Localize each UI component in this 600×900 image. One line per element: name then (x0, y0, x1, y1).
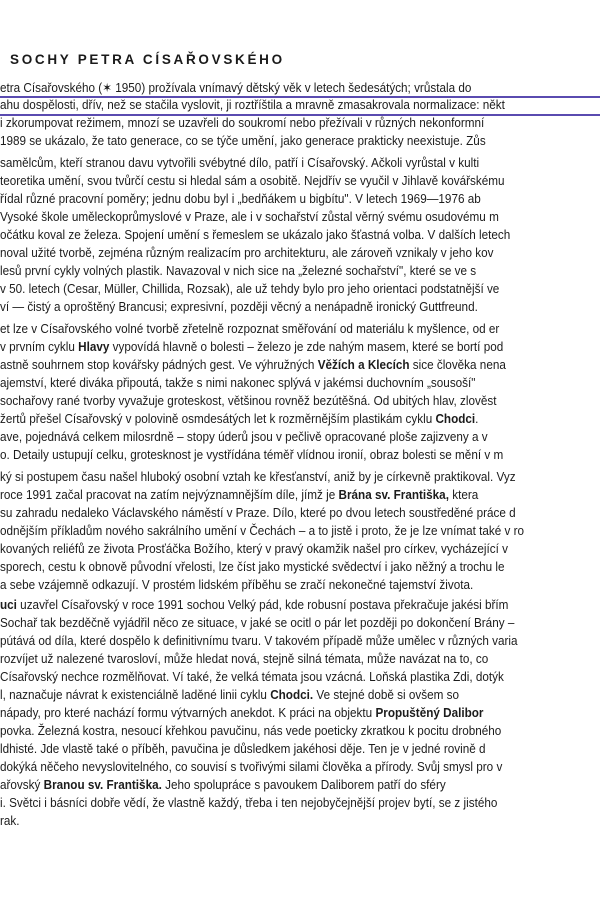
text-run: uzavřel Císařovský v roce 1991 sochou Velký pád, kde robusní postava překračuje jakési břím (16, 598, 509, 612)
bold-term: Věžích a Klecích (317, 358, 410, 372)
text-run: Jeho spolupráce s pavoukem Daliborem patří do sféry (161, 778, 446, 792)
text-line (0, 134, 486, 148)
text-run: odnějším příkladům nového sakrálního umění v Čechách – a to jistě i proto, že je lze vnímat také v ro (0, 524, 525, 538)
bold-term: Hlavy (78, 340, 110, 354)
text-line (0, 210, 499, 224)
text-run: noval užité tvorbě, zejména různým realizacím pro architekturu, ale zároveň vznikaly v jeho kov (0, 246, 494, 260)
text-run: ví — čistý a oproštěný Brancusi; expresivní, později věcný a nenápadně ironický Guttfreund. (0, 300, 478, 314)
text-run: ave, pojednává celkem milosrdně – stopy úderů jsou v pečlivě opracované ploše zajizveny a v (0, 430, 488, 444)
text-run: pútává od díla, které dospělo k definitivnímu tvaru. V takovém případě může umělec v různých varia (0, 634, 518, 648)
text-line (0, 300, 478, 314)
text-line (0, 246, 493, 260)
text-line (0, 796, 497, 810)
text-run: roce 1991 začal pracovat na zatím nejvýznamnějším díle, jímž je (0, 488, 339, 502)
text-run: ajemství, které diváka připoutá, takže s nimi nakonec splývá v jakémsi duchovním „sousoší" (0, 376, 476, 390)
text-line (0, 412, 478, 426)
text-run: o. Detaily ustupují celku, grotesknost je vystřídána téměř vlídnou ironií, obraz bolesti se mění v m (0, 448, 504, 462)
text-run: 1989 se ukázalo, že tato generace, co se týče umění, jako generace prakticky neexistuje. Zůs (0, 134, 486, 148)
bold-term: Branou sv. Františka. (43, 778, 162, 792)
text-run: ldhisté. Jde vlastě také o příběh, pavučina je důsledkem jakéhosi děje. Ten je v jedné rovině d (0, 742, 486, 756)
text-line (0, 598, 508, 612)
text-run: nápady, pro které nachází formu výtvarných anekdot. K práci na objektu (0, 706, 376, 720)
ink-underline-1 (0, 96, 600, 98)
bold-term: uci (0, 598, 17, 612)
text-line (0, 542, 508, 556)
text-line (0, 156, 479, 170)
text-line (0, 706, 483, 720)
text-run: ktera (448, 488, 479, 502)
bold-term: Chodci. (270, 688, 314, 702)
text-run: v prvním cyklu (0, 340, 79, 354)
text-line (0, 192, 481, 206)
text-run: ařovský (0, 778, 44, 792)
text-line (0, 488, 478, 502)
text-run: rak. (0, 814, 20, 828)
text-line (0, 430, 488, 444)
text-line (0, 578, 473, 592)
text-run: etra Císařovského (✶ 1950) prožívala vnímavý dětský věk v letech šedesátých; vrůstala do (0, 81, 472, 95)
text-line (0, 116, 484, 130)
text-run: sochařovy rané tvorby vyvažuje groteskost, většinou rovněž bezútěšná. Od ubitých hlav, zlověst (0, 394, 497, 408)
text-run: su zahradu nedaleko Václavského náměstí v Praze. Dílo, které po dvou letech soustředěné práce d (0, 506, 516, 520)
text-run: l, naznačuje návrat k existenciálně laděné linii cyklu (0, 688, 271, 702)
text-run: žertů přešel Císařovský v polovině osmdesátých let k rozměrnějším plastikám cyklu (0, 412, 436, 426)
text-run: Vysoké škole uměleckoprůmyslové v Praze, ale i v sochařství zůstal věrný svému osudovému m (0, 210, 499, 224)
text-run: . (475, 412, 479, 426)
text-run: očátku koval ze železa. Spojení umění s řemeslem se ukázalo jako šťastná volba. V dalších letech (0, 228, 511, 242)
text-line (0, 506, 516, 520)
text-line (0, 470, 516, 484)
text-line (0, 670, 504, 684)
text-line (0, 322, 499, 336)
text-run: i zkorumpovat režimem, mnozí se uzavřeli do soukromí nebo přežívali v různých nekonformní (0, 116, 485, 130)
text-line (0, 688, 459, 702)
text-run: lesů první cykly volných plastik. Navazoval v nich sice na „železné sochařství", které se ve s (0, 264, 477, 278)
text-line (0, 616, 514, 630)
text-line (0, 760, 502, 774)
text-line (0, 228, 510, 242)
text-line (0, 742, 485, 756)
text-run: sporech, cestu k obnově původní vřelosti, lze číst jako mystické svědectví i jako něžný a trochu le (0, 560, 505, 574)
text-line (0, 80, 471, 95)
text-line (0, 264, 476, 278)
text-line (0, 560, 505, 574)
text-line (0, 174, 504, 188)
text-run: dokýká něčeho nevyslovitelného, co souvisí s tvořivými silami člověka a přírody. Svůj smysl pro v (0, 760, 503, 774)
bold-term: Propuštěný Dalibor (375, 706, 484, 720)
text-line (0, 724, 501, 738)
text-run: Sochař tak bezděčně vyjádřil něco ze situace, v jaké se ocitl o pár let později po dokončení Brány – (0, 616, 515, 630)
ink-underline-2 (0, 114, 600, 116)
text-run: i. Světci i básníci dobře vědí, že vlastně každý, třeba i ten nejobyčejnější projev bytí, se z jistého (0, 796, 498, 810)
text-run: a sebe vzájemně odkazují. V prostém lidském příběhu se zračí nekonečné tajemství života. (0, 578, 474, 592)
text-line (0, 98, 505, 112)
text-run: povka. Železná kostra, nesoucí křehkou pavučinu, nás vede poeticky zkratkou k pocitu drobného (0, 724, 502, 738)
text-line (0, 524, 524, 538)
text-line (0, 448, 503, 462)
text-run: astně souhrnem stop kovářsky pádných gest. Ve výhružných (0, 358, 318, 372)
text-line (0, 652, 488, 666)
text-run: et lze v Císařovského volné tvorbě zřetelně rozpoznat směřování od materiálu k myšlence, od er (0, 322, 500, 336)
text-run: teoretika umění, svou tvůrčí cestu si hledal sám a osobitě. Nejdřív se vyučil v Jihlavě kovářskému (0, 174, 505, 188)
text-line (0, 778, 446, 792)
text-line (0, 634, 518, 648)
bold-term: Brána sv. Františka, (338, 488, 449, 502)
text-run: vypovídá hlavně o bolesti – železo je zde nahým masem, které se bortí pod (109, 340, 504, 354)
text-line (0, 814, 20, 828)
text-run: samělcům, kteří stranou davu vytvořili svébytné dílo, patří i Císařovský. Ačkoli vyrůstal v kulti (0, 156, 480, 170)
text-run: ký si postupem času našel hluboký osobní vztah ke křesťanství, aniž by je církevně praktikoval. Vyz (0, 470, 516, 484)
text-line (0, 376, 475, 390)
text-run: v 50. letech (Cesar, Müller, Chillida, Rozsak), ale už tehdy bylo pro jeho orientaci podstatnější ve (0, 282, 500, 296)
text-run: Ve stejné době si ovšem so (313, 688, 459, 702)
text-run: rozvíjet už nalezené tvarosloví, může hledat nová, stejně silná témata, může navázat na to, co (0, 652, 489, 666)
text-line (0, 340, 503, 354)
text-line (0, 282, 499, 296)
text-run: Císařovský nechce rozmělňovat. Ví také, že velká témata jsou vzácná. Loňská plastika Zdi, dotýk (0, 670, 504, 684)
text-run: sice člověka nena (409, 358, 506, 372)
text-run: řídal různé pracovní poměry; jednu dobu byl i „bedňákem u bigbítu". V letech 1969—1976 ab (0, 192, 481, 206)
text-run: ahu dospělosti, dřív, než se stačila vyslovit, ji roztříštila a mravně zmasakrovala normalizace: někt (0, 98, 505, 112)
text-line (0, 394, 497, 408)
article-title: SOCHY PETRA CÍSAŘOVSKÉHO (10, 52, 285, 67)
bold-term: Chodci (435, 412, 476, 426)
text-line (0, 358, 506, 372)
text-run: kovaných reliéfů ze života Prosťáčka Božího, který v pravý okamžik našel pro církev, vycházející v (0, 542, 509, 556)
